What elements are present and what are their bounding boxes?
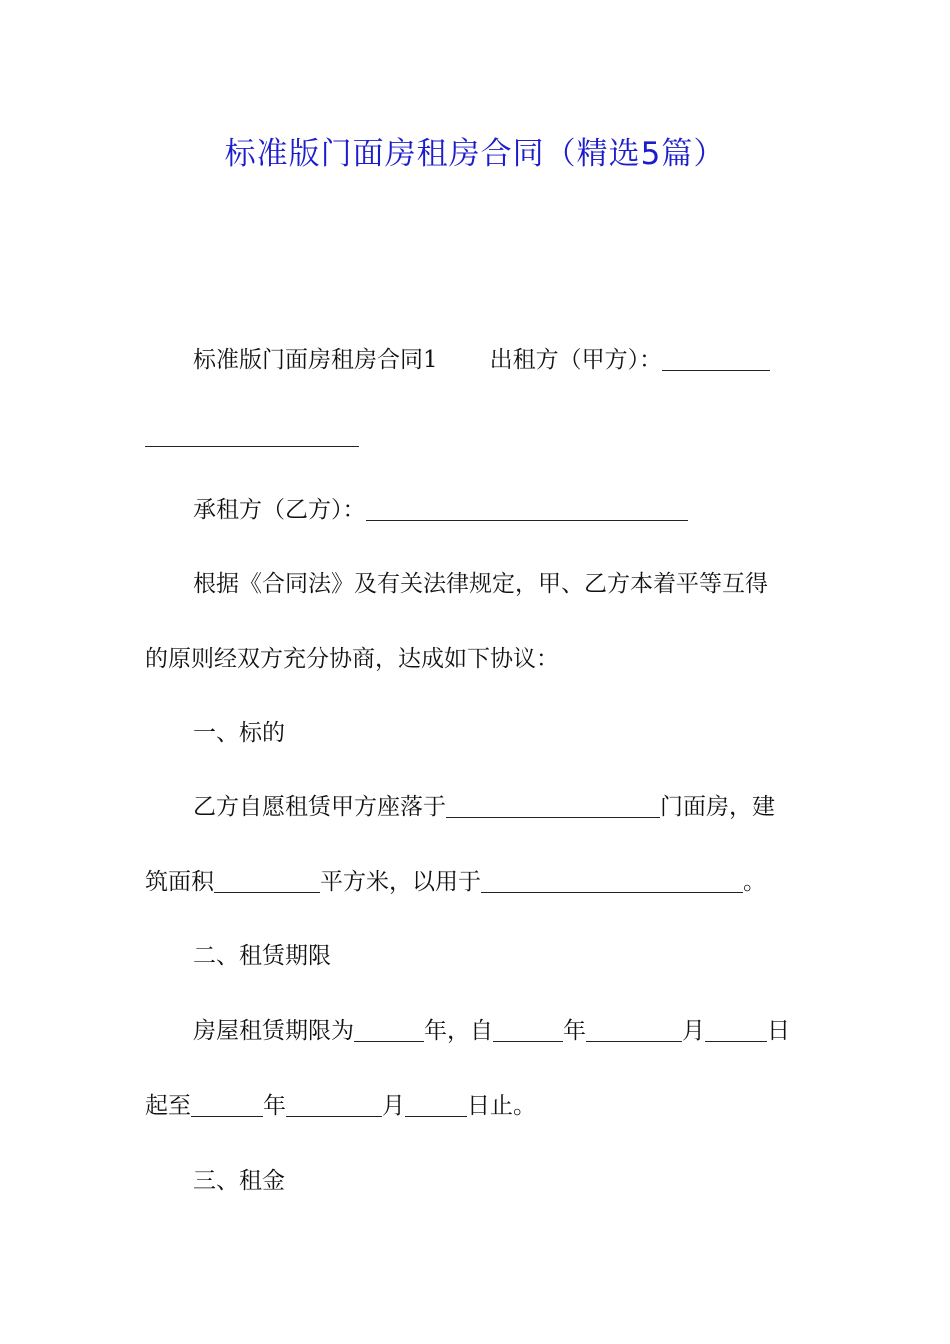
area-label: 筑面积 bbox=[145, 869, 214, 895]
month-label: 月 bbox=[682, 1018, 705, 1044]
term-years-blank bbox=[354, 1011, 424, 1042]
term-line-2 bbox=[145, 1084, 810, 1128]
end-month-blank bbox=[286, 1086, 382, 1117]
section-2-heading: 二、租赁期限 bbox=[193, 943, 331, 969]
lessor-blank-continued bbox=[145, 416, 359, 447]
section-3-heading: 三、租金 bbox=[193, 1168, 285, 1194]
lessor-label: 出租方（甲方）： bbox=[489, 347, 663, 373]
day-label: 日 bbox=[767, 1018, 790, 1044]
premises-text-b: 门面房，建 bbox=[660, 794, 775, 820]
usage-blank bbox=[481, 862, 743, 893]
lessor-blank bbox=[662, 340, 770, 371]
premises-line-2 bbox=[145, 860, 810, 904]
section-1-heading: 一、标的 bbox=[193, 720, 285, 746]
start-day-blank bbox=[705, 1011, 767, 1042]
contract-heading-line bbox=[193, 338, 813, 382]
start-year-blank bbox=[493, 1011, 563, 1042]
premises-location-blank bbox=[446, 787, 660, 818]
term-label: 房屋租赁期限为 bbox=[193, 1018, 354, 1044]
end-year-blank bbox=[191, 1086, 263, 1117]
end-month-label: 月 bbox=[382, 1093, 405, 1119]
lessee-blank bbox=[366, 490, 688, 521]
lessee-label: 承租方（乙方）： bbox=[193, 497, 366, 523]
period-mark: 。 bbox=[743, 869, 766, 895]
premises-text-a: 乙方自愿租赁甲方座落于 bbox=[193, 794, 446, 820]
start-month-blank bbox=[586, 1011, 682, 1042]
year-label: 年 bbox=[563, 1018, 586, 1044]
from-label: 年，自 bbox=[424, 1018, 493, 1044]
document-title: 标准版门面房租房合同（精选5篇） bbox=[224, 136, 726, 172]
end-year-label: 年 bbox=[263, 1093, 286, 1119]
term-line-1 bbox=[193, 1009, 813, 1053]
preamble-line-1: 根据《合同法》及有关法律规定，甲、乙方本着平等互得 bbox=[193, 571, 768, 597]
end-day-label: 日止。 bbox=[467, 1093, 536, 1119]
area-blank bbox=[214, 862, 320, 893]
premises-line-1 bbox=[193, 785, 813, 829]
contract-number-label: 标准版门面房租房合同1 bbox=[193, 347, 438, 373]
preamble-line-2: 的原则经双方充分协商，达成如下协议： bbox=[145, 646, 559, 672]
lessee-line bbox=[193, 488, 813, 532]
usage-label: 平方米，以用于 bbox=[320, 869, 481, 895]
until-label: 起至 bbox=[145, 1093, 191, 1119]
end-day-blank bbox=[405, 1086, 467, 1117]
lessor-blank-continued-line bbox=[145, 414, 810, 458]
